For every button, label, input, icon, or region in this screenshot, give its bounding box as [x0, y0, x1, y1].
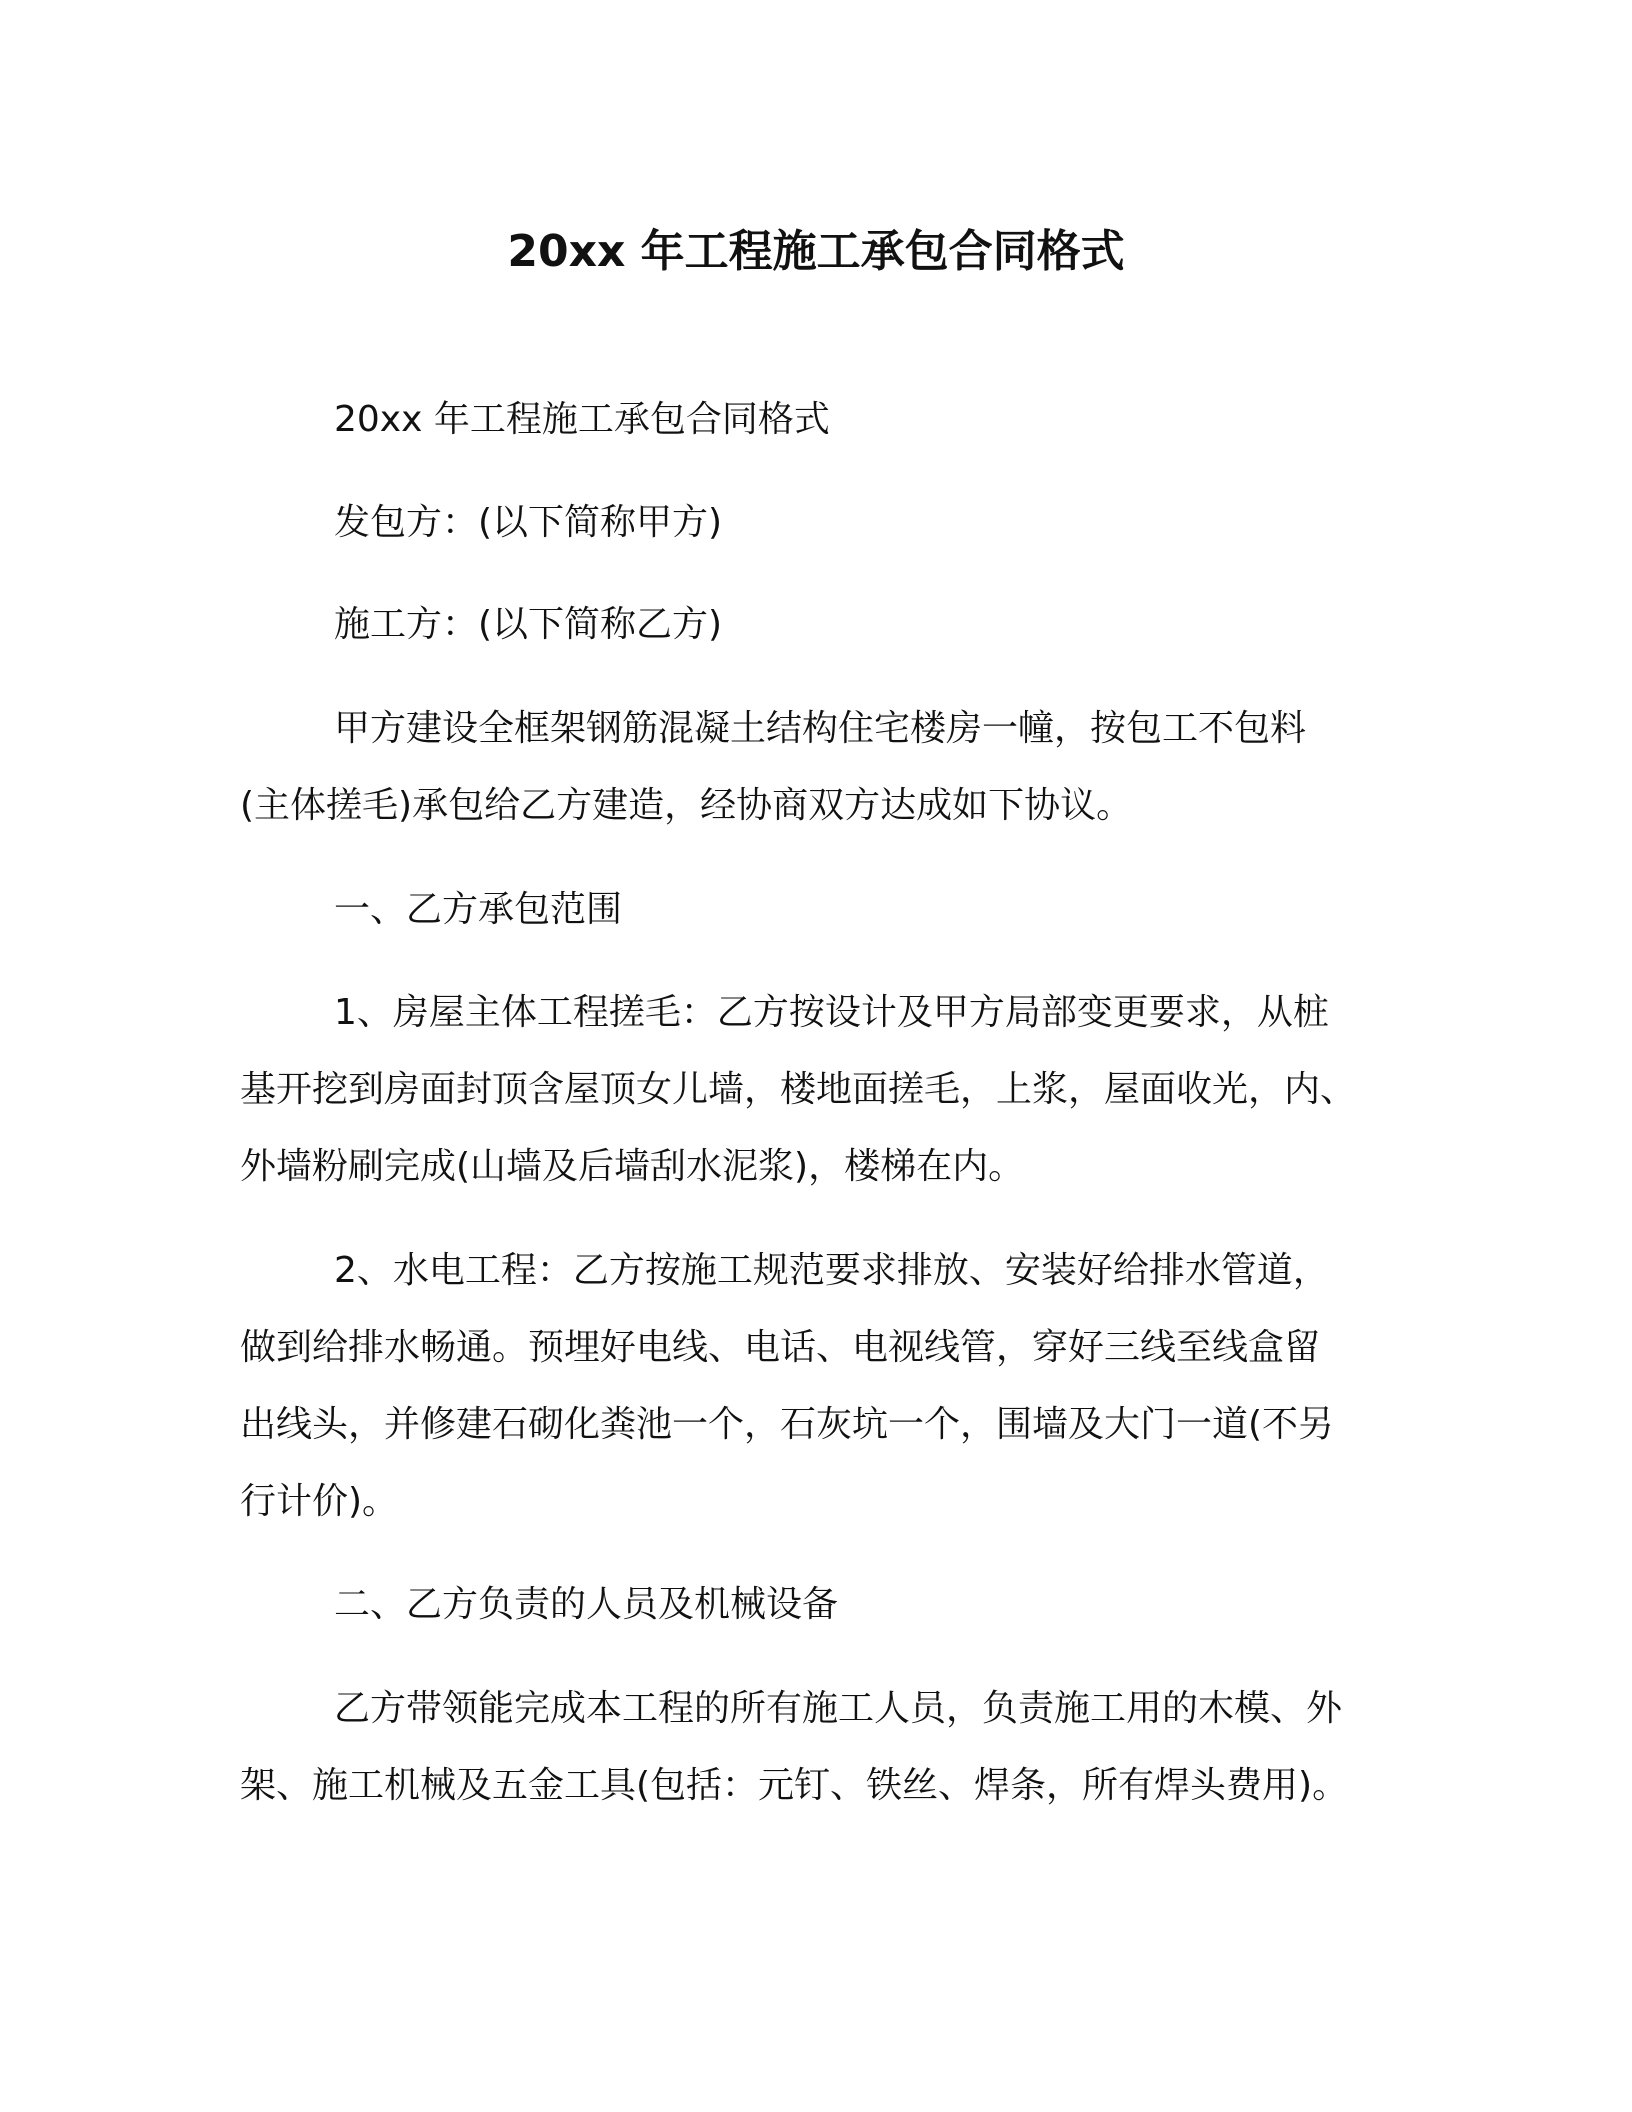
- paragraph-intro-line-1: 甲方建设全框架钢筋混凝土结构住宅楼房一幢，按包工不包料: [334, 708, 1307, 749]
- clause-1-line-3: 外墙粉刷完成(山墙及后墙刮水泥浆)，楼梯在内。: [240, 1146, 1025, 1187]
- clause-1-line-1: 1、房屋主体工程搓毛：乙方按设计及甲方局部变更要求，从桩: [334, 992, 1329, 1033]
- clause-2-line-3: 出线头，并修建石砌化粪池一个，石灰坑一个，围墙及大门一道(不另: [240, 1404, 1335, 1445]
- clause-2-line-2: 做到给排水畅通。预埋好电线、电话、电视线管，穿好三线至线盒留: [240, 1327, 1321, 1368]
- paragraph-personnel-line-1: 乙方带领能完成本工程的所有施工人员，负责施工用的木模、外: [334, 1688, 1343, 1729]
- section-heading-1: 一、乙方承包范围: [334, 889, 623, 930]
- clause-2-line-1: 2、水电工程：乙方按施工规范要求排放、安装好给排水管道，: [334, 1250, 1329, 1291]
- paragraph-subtitle: 20xx 年工程施工承包合同格式: [334, 399, 830, 440]
- paragraph-party-b: 施工方：(以下简称乙方): [334, 604, 723, 645]
- clause-1-line-2: 基开挖到房面封顶含屋顶女儿墙，楼地面搓毛，上浆，屋面收光，内、: [240, 1069, 1357, 1110]
- section-heading-2: 二、乙方负责的人员及机械设备: [334, 1584, 839, 1625]
- document-title: 20xx 年工程施工承包合同格式: [507, 226, 1125, 277]
- paragraph-intro-line-2: (主体搓毛)承包给乙方建造，经协商双方达成如下协议。: [240, 785, 1133, 826]
- paragraph-personnel-line-2: 架、施工机械及五金工具(包括：元钉、铁丝、焊条，所有焊头费用)。: [240, 1765, 1349, 1806]
- clause-2-line-4: 行计价)。: [240, 1481, 399, 1522]
- paragraph-party-a: 发包方：(以下简称甲方): [334, 502, 723, 543]
